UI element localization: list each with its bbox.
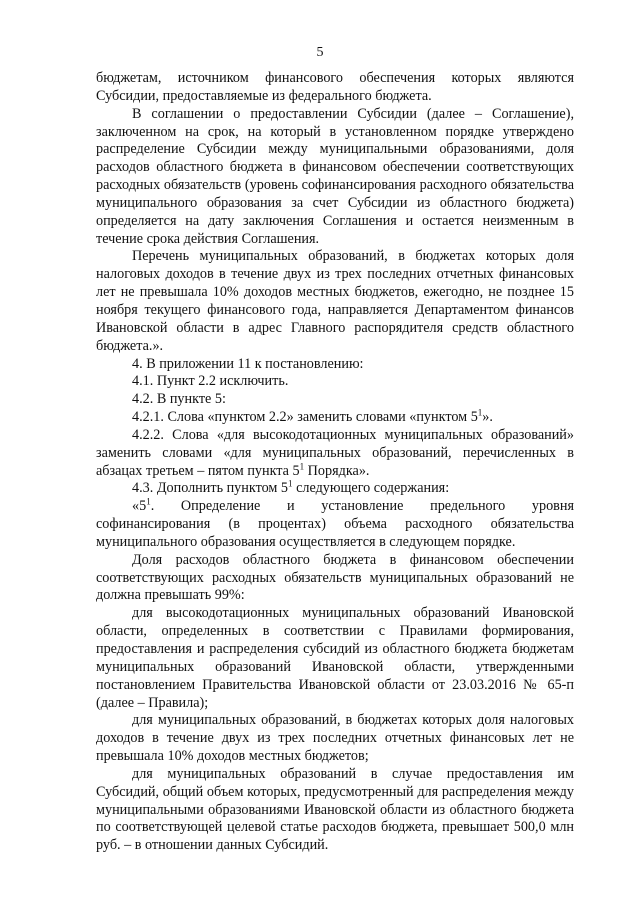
page-number: 5 — [316, 45, 324, 60]
paragraph-municipal-list: Перечень муниципальных образований, в бюджетах которых доля налоговых доходов в течение двух из трех последних отчетных финансовых лет не превышала 10% доходов местных бюджетов, ежегодно, не позднее 15 ноября текущего финансового года, направляется Департаментом финансов Ивановской области в адрес Главного распорядителя средств областного бюджета.». — [96, 248, 574, 354]
paragraph-high-subsidy: для высокодотационных муниципальных образований Ивановской области, определенных в соответствии с Правилами формирования, предоставления и распределения субсидий из областного бюджета бюджетам муниципальных образований Ивановской области, утвержденными постановлением Правительства Ивановской области от 23.03.2016 № 65-п (далее – Правила); — [96, 605, 574, 711]
paragraph-tax-income: для муниципальных образований, в бюджетах которых доля налоговых доходов в течение двух из трех последних отчетных финансовых лет не превышала 10% доходов местных бюджетов; — [96, 712, 574, 765]
item-4-2-1: 4.2.1. Слова «пунктом 2.2» заменить словами «пунктом $5^1$». — [132, 407, 493, 426]
paragraph-continuation: бюджетам, источником финансового обеспечения которых являются Субсидии, предоставляемые из федерального бюджета. — [96, 70, 574, 104]
clause-5-1: «$5^1$. Определение и установление предельного уровня софинансирования (в процентах) объема расходного обязательства муниципального образования осуществляется в следующем порядке. — [96, 496, 574, 550]
item-4-2: 4.2. В пункте 5: — [132, 391, 226, 408]
item-4-3: 4.3. Дополнить пунктом $5^1$ следующего содержания: — [132, 478, 450, 497]
item-4: 4. В приложении 11 к постановлению: — [132, 355, 364, 372]
paragraph-subsidy-volume: для муниципальных образований в случае предоставления им Субсидий, общий объем которых, предусмотренный для распределения между муниципальными образованиями Ивановской области из областного бюджета по соответствующей целевой статье расходов бюджета, превышает 500,0 млн руб. – в отношении данных Субсидий. — [96, 765, 574, 854]
item-4-1: 4.1. Пункт 2.2 исключить. — [132, 373, 289, 390]
paragraph-agreement: В соглашении о предоставлении Субсидии (далее – Соглашение), заключенном на срок, на который в установленном порядке утверждено распределение Субсидии между муниципальными образованиями, доля расходов областного бюджета в финансовом обеспечении соответствующих расходных обязательств (уровень софинансирования расходного обязательства муниципального образования за счет Субсидии из областного бюджета) определяется на дату заключения Соглашения и остается неизменным в течение срока действия Соглашения. — [96, 105, 574, 247]
item-4-2-2: 4.2.2. Слова «для высокодотационных муниципальных образований» заменить словами «для муниципальных образований, перечисленных в абзацах третьем – пятом пункта $5^1$ Порядка». — [96, 426, 574, 479]
document-body — [96, 70, 574, 855]
paragraph-share-limit: Доля расходов областного бюджета в финансовом обеспечении соответствующих расходных обязательств муниципальных образований не должна превышать 99%: — [96, 551, 574, 604]
